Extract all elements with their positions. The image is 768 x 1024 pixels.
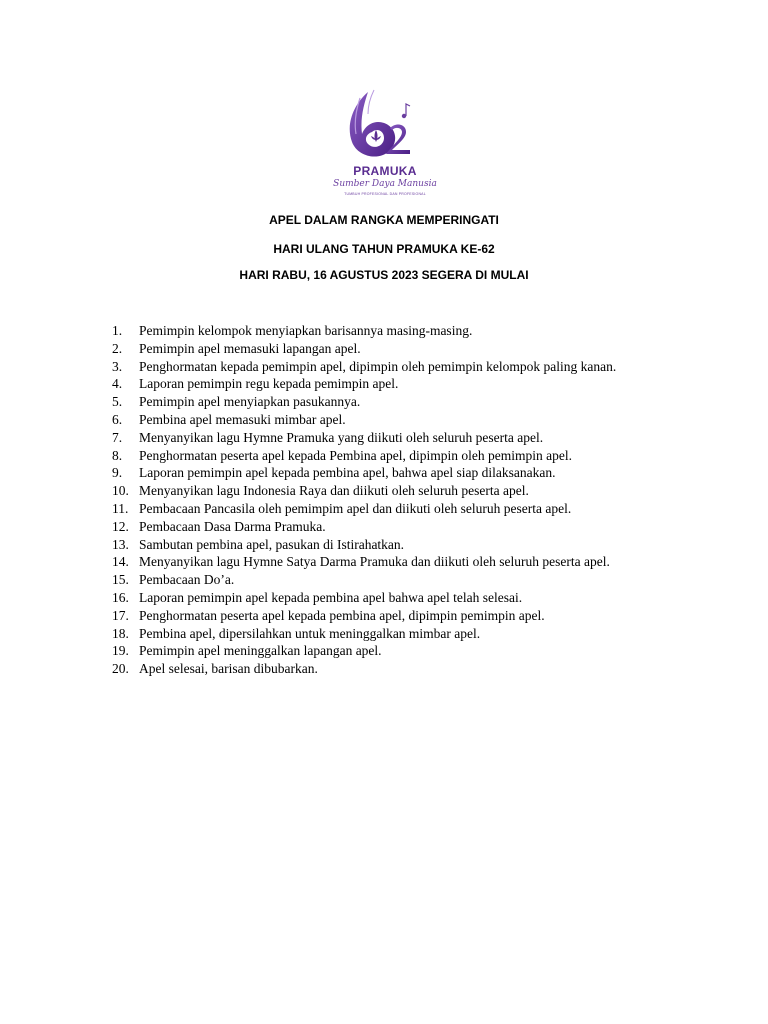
item-text: Penghormatan peserta apel kepada Pembina apel, dipimpin oleh pemimpin apel. <box>139 447 572 463</box>
item-text: Penghormatan kepada pemimpin apel, dipimpin oleh pemimpin kelompok paling kanan. <box>139 358 617 374</box>
item-text: Penghormatan peserta apel kepada pembina apel, dipimpin pemimpin apel. <box>139 607 545 623</box>
item-number: 4. <box>112 376 123 392</box>
list-item <box>112 589 657 607</box>
list-item <box>112 571 657 589</box>
list-item <box>112 340 657 358</box>
item-number: 11. <box>112 500 129 516</box>
item-text: Menyanyikan lagu Hymne Pramuka yang diikuti oleh seluruh peserta apel. <box>139 429 544 445</box>
logo-tagline: Sumber Daya Manusia <box>333 179 437 189</box>
item-number: 8. <box>112 447 123 463</box>
list-item <box>112 642 657 660</box>
item-number: 2. <box>112 340 123 356</box>
item-text: Pemimpin apel menyiapkan pasukannya. <box>139 394 361 410</box>
heading-line-2: HARI ULANG TAHUN PRAMUKA KE-62 <box>273 242 495 256</box>
list-item <box>112 536 657 554</box>
item-number: 7. <box>112 429 123 445</box>
item-number: 13. <box>112 536 129 552</box>
item-number: 6. <box>112 411 123 427</box>
item-text: Pemimpin apel meninggalkan lapangan apel. <box>139 643 382 659</box>
list-item <box>112 553 657 571</box>
logo-small-text: TUMBUH PROFESIONAL DAN PROFESIONAL <box>344 192 426 196</box>
item-number: 10. <box>112 483 129 499</box>
logo-emblem-icon <box>330 88 440 166</box>
heading-line-3: HARI RABU, 16 AGUSTUS 2023 SEGERA DI MULAI <box>239 268 529 282</box>
item-text: Pembacaan Dasa Darma Pramuka. <box>139 518 326 534</box>
list-item <box>112 375 657 393</box>
item-number: 12. <box>112 518 129 534</box>
item-text: Apel selesai, barisan dibubarkan. <box>139 661 318 677</box>
item-number: 20. <box>112 661 129 677</box>
list-item <box>112 429 657 447</box>
item-number: 19. <box>112 643 129 659</box>
list-item <box>112 393 657 411</box>
ceremony-steps-list <box>112 322 657 678</box>
item-text: Laporan pemimpin apel kepada pembina apel bahwa apel telah selesai. <box>139 589 523 605</box>
item-text: Menyanyikan lagu Hymne Satya Darma Pramuka dan diikuti oleh seluruh peserta apel. <box>139 554 610 570</box>
item-text: Pembina apel memasuki mimbar apel. <box>139 411 346 427</box>
list-item <box>112 482 657 500</box>
list-item <box>112 358 657 376</box>
item-text: Pembacaan Pancasila oleh pemimpim apel dan diikuti oleh seluruh peserta apel. <box>139 500 572 516</box>
list-item <box>112 322 657 340</box>
item-number: 1. <box>112 323 123 338</box>
item-text: Pembacaan Do’a. <box>139 572 235 588</box>
item-number: 9. <box>112 465 123 481</box>
item-number: 3. <box>112 358 123 374</box>
list-item <box>112 660 657 678</box>
list-item <box>112 447 657 465</box>
item-number: 14. <box>112 554 129 570</box>
item-text: Pembina apel, dipersilahkan untuk meninggalkan mimbar apel. <box>139 625 481 641</box>
list-item <box>112 411 657 429</box>
list-item <box>112 500 657 518</box>
item-text: Menyanyikan lagu Indonesia Raya dan diikuti oleh seluruh peserta apel. <box>139 483 529 499</box>
item-text: Laporan pemimpin regu kepada pemimpin apel. <box>139 376 399 392</box>
list-item <box>112 607 657 625</box>
item-number: 16. <box>112 589 129 605</box>
heading-line-1: APEL DALAM RANGKA MEMPERINGATI <box>269 213 499 227</box>
item-text: Pemimpin kelompok menyiapkan barisannya masing-masing. <box>139 323 473 338</box>
list-item <box>112 464 657 482</box>
pramuka-62-logo <box>330 88 440 208</box>
list-item <box>112 518 657 536</box>
item-number: 17. <box>112 607 129 623</box>
logo-brand-text: PRAMUKA <box>353 164 417 178</box>
item-number: 18. <box>112 625 129 641</box>
item-number: 15. <box>112 572 129 588</box>
list-item <box>112 625 657 643</box>
item-text: Laporan pemimpin apel kepada pembina apel, bahwa apel siap dilaksanakan. <box>139 465 556 481</box>
item-text: Sambutan pembina apel, pasukan di Istirahatkan. <box>139 536 405 552</box>
item-number: 5. <box>112 394 123 410</box>
item-text: Pemimpin apel memasuki lapangan apel. <box>139 340 361 356</box>
